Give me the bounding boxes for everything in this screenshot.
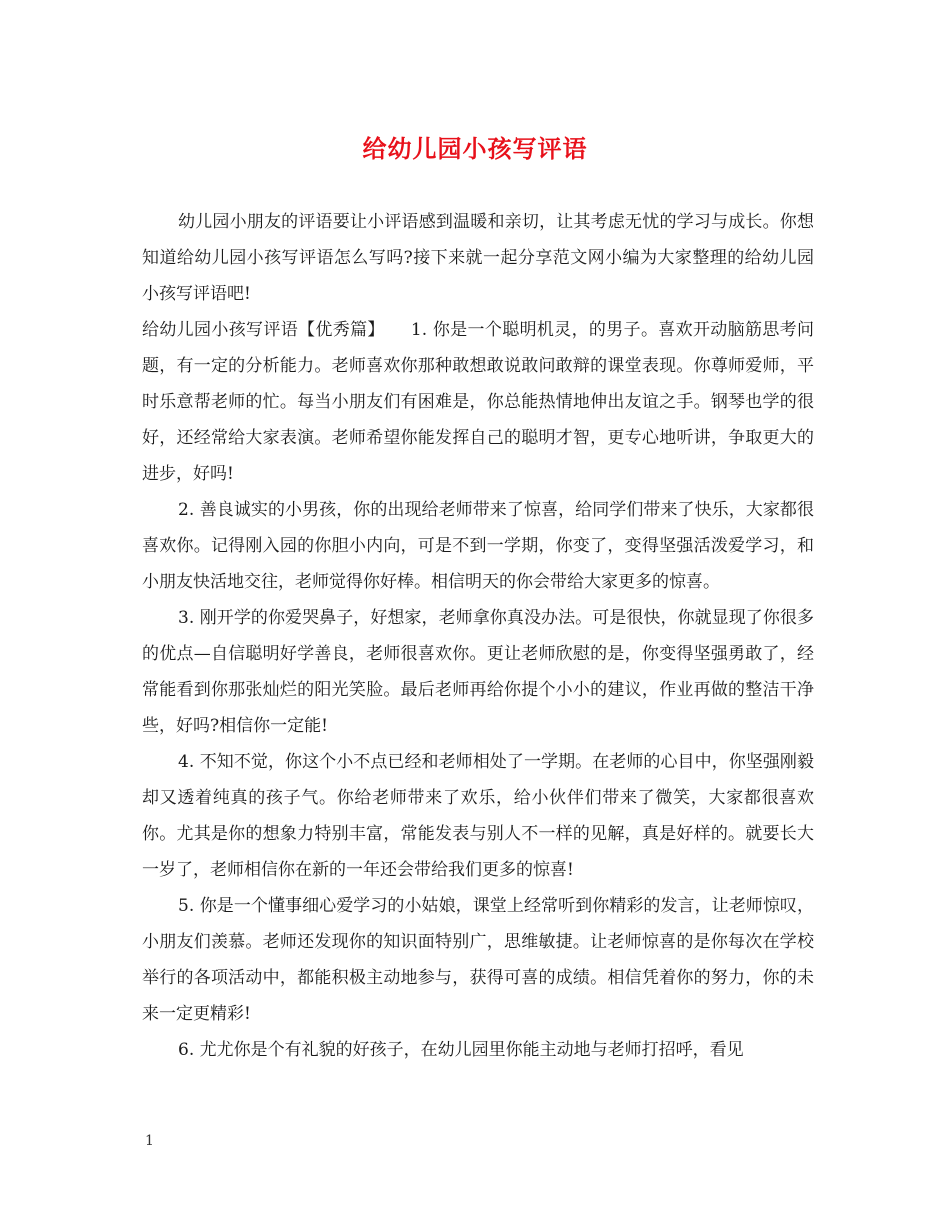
document-body: [142, 204, 814, 1068]
intro-paragraph: 幼儿园小朋友的评语要让小评语感到温暖和亲切，让其考虑无忧的学习与成长。你想知道给幼儿园小孩写评语怎么写吗?接下来就一起分享范文网小编为大家整理的给幼儿园小孩写评语吧!: [142, 212, 814, 304]
comment-paragraph-2: 2. 善良诚实的小男孩，你的出现给老师带来了惊喜，给同学们带来了快乐，大家都很喜欢你。记得刚入园的你胆小内向，可是不到一学期，你变了，变得坚强活泼爱学习，和小朋友快活地交往，老师觉得你好棒。相信明天的你会带给大家更多的惊喜。: [142, 500, 814, 592]
comment-paragraph-1: 给幼儿园小孩写评语【优秀篇】 1. 你是一个聪明机灵，的男子。喜欢开动脑筋思考问题，有一定的分析能力。老师喜欢你那种敢想敢说敢问敢辩的课堂表现。你尊师爱师，平时乐意帮老师的忙。每当小朋友们有困难是，你总能热情地伸出友谊之手。钢琴也学的很好，还经常给大家表演。老师希望你能发挥自己的聪明才智，更专心地听讲，争取更大的进步，好吗!: [142, 320, 814, 484]
comment-paragraph-5: 5. 你是一个懂事细心爱学习的小姑娘，课堂上经常听到你精彩的发言，让老师惊叹，小朋友们羡慕。老师还发现你的知识面特别广，思维敏捷。让老师惊喜的是你每次在学校举行的各项活动中，都能积极主动地参与，获得可喜的成绩。相信凭着你的努力，你的未来一定更精彩!: [142, 896, 814, 1024]
comment-paragraph-3: 3. 刚开学的你爱哭鼻子，好想家，老师拿你真没办法。可是很快，你就显现了你很多的优点—自信聪明好学善良，老师很喜欢你。更让老师欣慰的是，你变得坚强勇敢了，经常能看到你那张灿烂的阳光笑脸。最后老师再给你提个小小的建议，作业再做的整洁干净些，好吗?相信你一定能!: [142, 608, 814, 736]
comment-paragraph-6: 6. 尤尤你是个有礼貌的好孩子，在幼儿园里你能主动地与老师打招呼，看见: [178, 1040, 744, 1060]
comment-paragraph-4: 4. 不知不觉，你这个小不点已经和老师相处了一学期。在老师的心目中，你坚强刚毅却又透着纯真的孩子气。你给老师带来了欢乐，给小伙伴们带来了微笑，大家都很喜欢你。尤其是你的想象力特别丰富，常能发表与别人不一样的见解，真是好样的。就要长大一岁了，老师相信你在新的一年还会带给我们更多的惊喜!: [142, 752, 814, 880]
page-number: 1: [145, 1133, 154, 1149]
document-title: 给幼儿园小孩写评语: [362, 134, 588, 163]
